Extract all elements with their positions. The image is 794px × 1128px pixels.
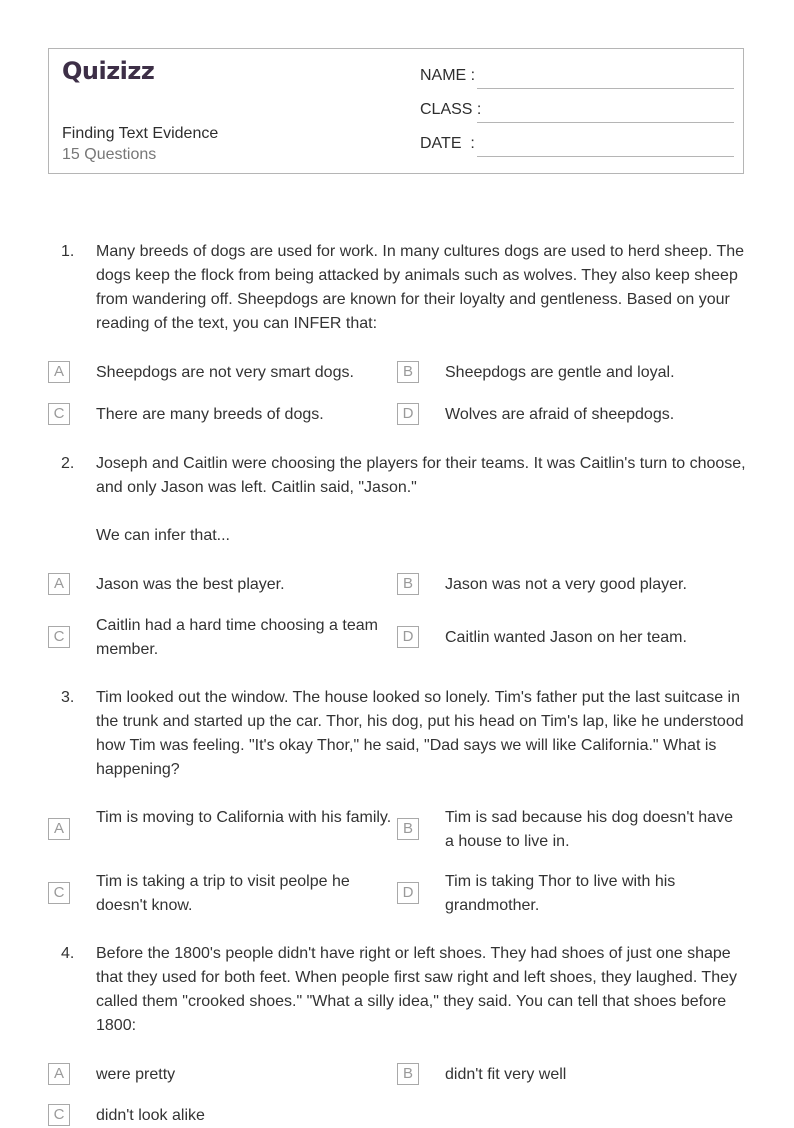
option-badge[interactable]: C [48, 1104, 70, 1126]
option-badge[interactable]: D [397, 403, 419, 425]
question-text: Tim looked out the window. The house looked so lonely. Tim's father put the last suitcase in the trunk and started up the car. Thor, his dog, put his head on Tim's lap, like he understood how Tim was feeling. "It's okay Thor," he said, "Dad says we will like California." What is happening? [96, 689, 744, 778]
option-badge[interactable]: D [397, 882, 419, 904]
option-text[interactable]: Tim is taking a trip to visit peolpe he doesn't know. [96, 873, 350, 914]
question-number: 4. [61, 945, 75, 962]
option-text[interactable]: Caitlin wanted Jason on her team. [445, 629, 687, 646]
question-text: Joseph and Caitlin were choosing the players for their teams. It was Caitlin's turn to choose, and only Jason was left. Caitlin said, "Jason." We can infer that... [96, 455, 746, 544]
question-text: Many breeds of dogs are used for work. In many cultures dogs are used to herd sheep. The dogs keep the flock from being attacked by animals such as wolves. They also keep sheep from wandering off. Sheepdogs are known for their loyalty and gentleness. Based on your reading of the text, you can INFER that: [96, 243, 745, 332]
option-text[interactable]: were pretty [96, 1066, 176, 1083]
option-text[interactable]: There are many breeds of dogs. [96, 406, 324, 423]
option-text[interactable]: didn't fit very well [445, 1066, 567, 1083]
option-text[interactable]: Tim is moving to California with his family. [96, 809, 392, 826]
name-line [477, 88, 734, 89]
quizizz-logo: Quizizz [62, 57, 155, 85]
option-badge[interactable]: D [397, 626, 419, 648]
option-text[interactable]: Tim is taking Thor to live with his grandmother. [445, 873, 676, 914]
worksheet-header [48, 48, 744, 174]
class-label: CLASS : [420, 101, 482, 118]
option-text[interactable]: Sheepdogs are not very smart dogs. [96, 364, 354, 381]
worksheet-title: Finding Text Evidence [62, 125, 219, 142]
option-badge[interactable]: B [397, 1063, 419, 1085]
option-badge[interactable]: B [397, 818, 419, 840]
option-text[interactable]: Jason was not a very good player. [445, 576, 687, 593]
question-number: 1. [61, 243, 75, 260]
question-number: 2. [61, 455, 75, 472]
option-badge[interactable]: B [397, 361, 419, 383]
name-field[interactable] [420, 67, 734, 91]
name-label: NAME : [420, 67, 476, 84]
class-field[interactable] [420, 101, 734, 125]
question-number: 3. [61, 689, 75, 706]
option-text[interactable]: Caitlin had a hard time choosing a team member. [96, 617, 378, 658]
option-badge[interactable]: A [48, 361, 70, 383]
option-badge[interactable]: C [48, 626, 70, 648]
date-label: DATE : [420, 135, 475, 152]
option-badge[interactable]: C [48, 403, 70, 425]
option-badge[interactable]: A [48, 1063, 70, 1085]
option-text[interactable]: Sheepdogs are gentle and loyal. [445, 364, 675, 381]
option-text[interactable]: Tim is sad because his dog doesn't have a house to live in. [445, 809, 733, 850]
option-text[interactable]: didn't look alike [96, 1107, 205, 1124]
question-text: Before the 1800's people didn't have right or left shoes. They had shoes of just one shape that they used for both feet. When people first saw right and left shoes, they laughed. They called them "crooked shoes." "What a silly idea," they said. You can tell that shoes before 1800: [96, 945, 737, 1034]
option-badge[interactable]: A [48, 818, 70, 840]
question-count: 15 Questions [62, 146, 157, 163]
option-badge[interactable]: A [48, 573, 70, 595]
option-badge[interactable]: C [48, 882, 70, 904]
date-field[interactable] [420, 135, 734, 159]
option-badge[interactable]: B [397, 573, 419, 595]
option-text[interactable]: Wolves are afraid of sheepdogs. [445, 406, 675, 423]
option-text[interactable]: Jason was the best player. [96, 576, 285, 593]
date-line [477, 156, 734, 157]
class-line [477, 122, 734, 123]
